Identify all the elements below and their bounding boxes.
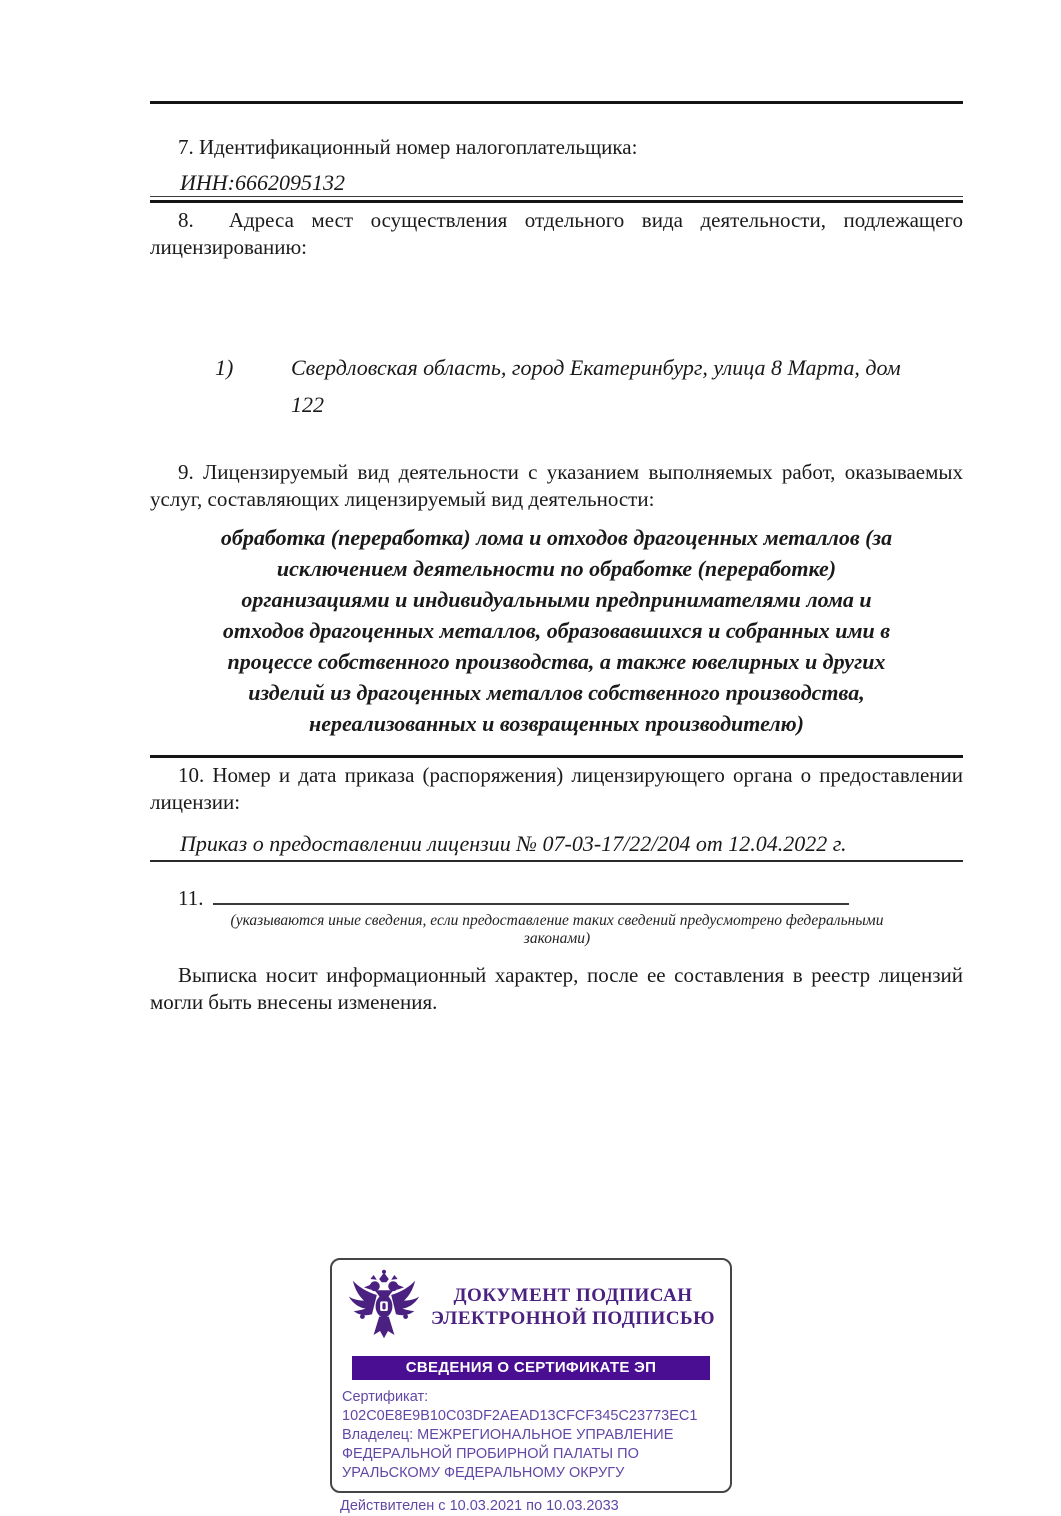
item11-note: (указываются иные сведения, если предоставление таких сведений предусмотрено федеральными законами) <box>230 912 884 947</box>
horizontal-rule-after-inn <box>150 200 963 203</box>
owner-label: Владелец: <box>342 1427 414 1443</box>
item9-number: 9. <box>178 460 194 484</box>
horizontal-rule-top <box>150 101 963 104</box>
item9-label: Лицензируемый вид деятельности с указанием выполняемых работ, оказываемых услуг, составляющих лицензируемый вид деятельности: <box>150 460 964 511</box>
item8-heading <box>150 207 963 261</box>
item10-heading <box>150 762 963 816</box>
item10-value: Приказ о предоставлении лицензии № 07-03-17/22/204 от 12.04.2022 г. <box>150 831 963 862</box>
item8-label: Адреса мест осуществления отдельного вида деятельности, подлежащего лицензированию: <box>150 208 964 259</box>
item11-blank-line <box>213 886 849 905</box>
stamp-header <box>340 1266 722 1347</box>
item9-activity-text: обработка (переработка) лома и отходов драгоценных металлов (за исключением деятельности по обработке (переработке) организациями и индивидуальными предпринимателями лома и отходов драгоценных металлов, образовавшихся и собранных ими в процессе собственного производства, а также ювелирных и других изделий из драгоценных металлов собственного производства, нереализованных и возвращенных производителю) <box>220 525 893 736</box>
address-list-item <box>150 349 963 423</box>
owner-value: МЕЖРЕГИОНАЛЬНОЕ УПРАВЛЕНИЕ ФЕДЕРАЛЬНОЙ ПРОБИРНОЙ ПАЛАТЫ ПО УРАЛЬСКОМУ ФЕДЕРАЛЬНОМУ ОКРУГУ <box>342 1427 674 1481</box>
certificate-value: 102C0E8E9B10C03DF2AEAD13CFCF345C23773EC1 <box>342 1408 698 1424</box>
stamp-title-line1: ДОКУМЕНТ ПОДПИСАН <box>453 1284 693 1306</box>
stamp-title-line2: ЭЛЕКТРОННОЙ ПОДПИСЬЮ <box>430 1307 716 1329</box>
item7-number: 7. <box>178 135 194 159</box>
stamp-title <box>424 1284 722 1330</box>
item7-value: ИНН:6662095132 <box>150 170 963 197</box>
double-headed-eagle-icon <box>344 1267 424 1347</box>
horizontal-rule-before-item10 <box>150 755 963 758</box>
document-body <box>150 0 963 1016</box>
certificate-label: Сертификат: <box>342 1389 429 1405</box>
address-index: 1) <box>215 355 234 380</box>
item11-number: 11. <box>178 886 204 910</box>
stamp-validity: Действителен с 10.03.2021 по 10.03.2033 <box>340 1498 619 1514</box>
electronic-signature-stamp <box>330 1258 732 1516</box>
item7-label: Идентификационный номер налогоплательщика: <box>199 135 638 159</box>
item8-number: 8. <box>178 208 194 232</box>
item10-label: Номер и дата приказа (распоряжения) лицензирующего органа о предоставлении лицензии: <box>150 763 964 814</box>
item10-number: 10. <box>178 763 205 787</box>
stamp-certificate-banner: СВЕДЕНИЯ О СЕРТИФИКАТЕ ЭП <box>352 1356 710 1380</box>
item7-heading <box>150 134 963 161</box>
owner-line <box>342 1426 720 1483</box>
address-text: Свердловская область, город Екатеринбург, улица 8 Марта, дом 122 <box>291 355 901 417</box>
footer-note: Выписка носит информационный характер, после ее составления в реестр лицензий могли быть внесены изменения. <box>150 963 963 1014</box>
stamp-certificate-details <box>340 1388 722 1483</box>
item11-row <box>150 886 963 911</box>
certificate-line <box>342 1388 720 1426</box>
stamp-box <box>330 1258 732 1493</box>
item9-heading <box>150 459 963 513</box>
